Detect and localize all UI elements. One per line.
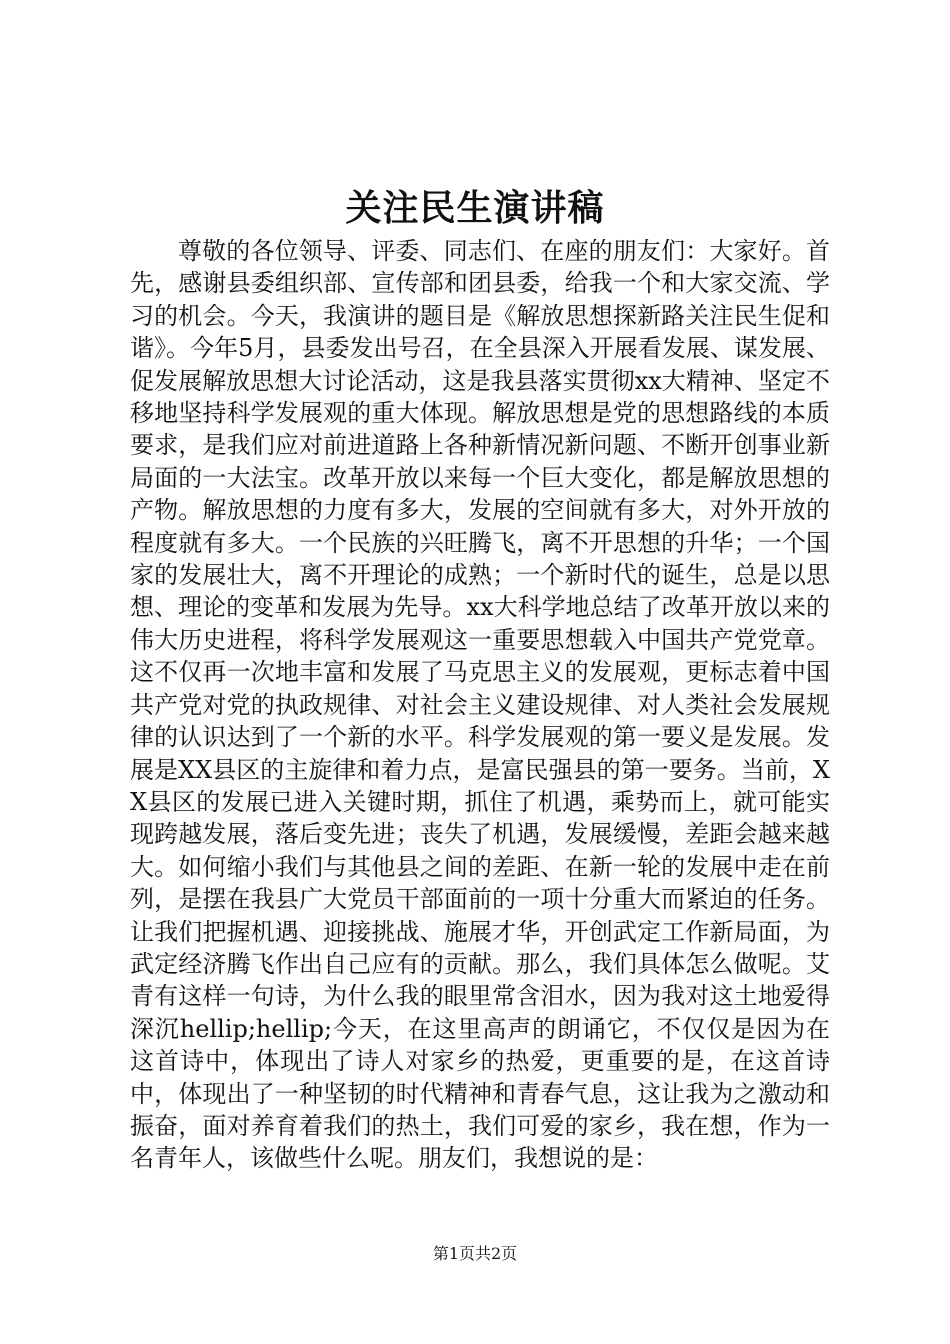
document-title: 关注民生演讲稿 bbox=[345, 187, 605, 229]
page-footer bbox=[0, 1242, 950, 1266]
page-number-total: 共2页 bbox=[475, 1244, 518, 1263]
page-number-current: 第1页 bbox=[432, 1244, 475, 1263]
document-body-paragraph: 尊敬的各位领导、评委、同志们、在座的朋友们：大家好。首先，感谢县委组织部、宣传部和团县委，给我一个和大家交流、学习的机会。今天，我演讲的题目是《解放思想探新路关注民生促和谐》。今年5月，县委发出号召，在全县深入开展看发展、谋发展、促发展解放思想大讨论活动，这是我县落实贯彻xx大精神、坚定不移地坚持科学发展观的重大体现。解放思想是党的思想路线的本质要求，是我们应对前进道路上各种新情况新问题、不断开创事业新局面的一大法宝。改革开放以来每一个巨大变化，都是解放思想的产物。解放思想的力度有多大，发展的空间就有多大，对外开放的程度就有多大。一个民族的兴旺腾飞，离不开思想的升华；一个国家的发展壮大，离不开理论的成熟；一个新时代的诞生，总是以思想、理论的变革和发展为先导。xx大科学地总结了改革开放以来的伟大历史进程，将科学发展观这一重要思想载入中国共产党党章。这不仅再一次地丰富和发展了马克思主义的发展观，更标志着中国共产党对党的执政规律、对社会主义建设规律、对人类社会发展规律的认识达到了一个新的水平。科学发展观的第一要义是发展。发展是XX县区的主旋律和着力点，是富民强县的第一要务。当前，XX县区的发展已进入关键时期，抓住了机遇，乘势而上，就可能实现跨越发展，落后变先进；丧失了机遇，发展缓慢，差距会越来越大。如何缩小我们与其他县之间的差距、在新一轮的发展中走在前列，是摆在我县广大党员干部面前的一项十分重大而紧迫的任务。让我们把握机遇、迎接挑战、施展才华，开创武定工作新局面，为武定经济腾飞作出自己应有的贡献。那么，我们具体怎么做呢。艾青有这样一句诗，为什么我的眼里常含泪水，因为我对这土地爱得深沉hellip;hellip;今天，在这里高声的朗诵它，不仅仅是因为在这首诗中，体现出了诗人对家乡的热爱，更重要的是，在这首诗中，体现出了一种坚韧的时代精神和青春气息，这让我为之激动和振奋，面对养育着我们的热土，我们可爱的家乡，我在想，作为一名青年人，该做些什么呢。朋友们，我想说的是： bbox=[130, 237, 830, 1173]
